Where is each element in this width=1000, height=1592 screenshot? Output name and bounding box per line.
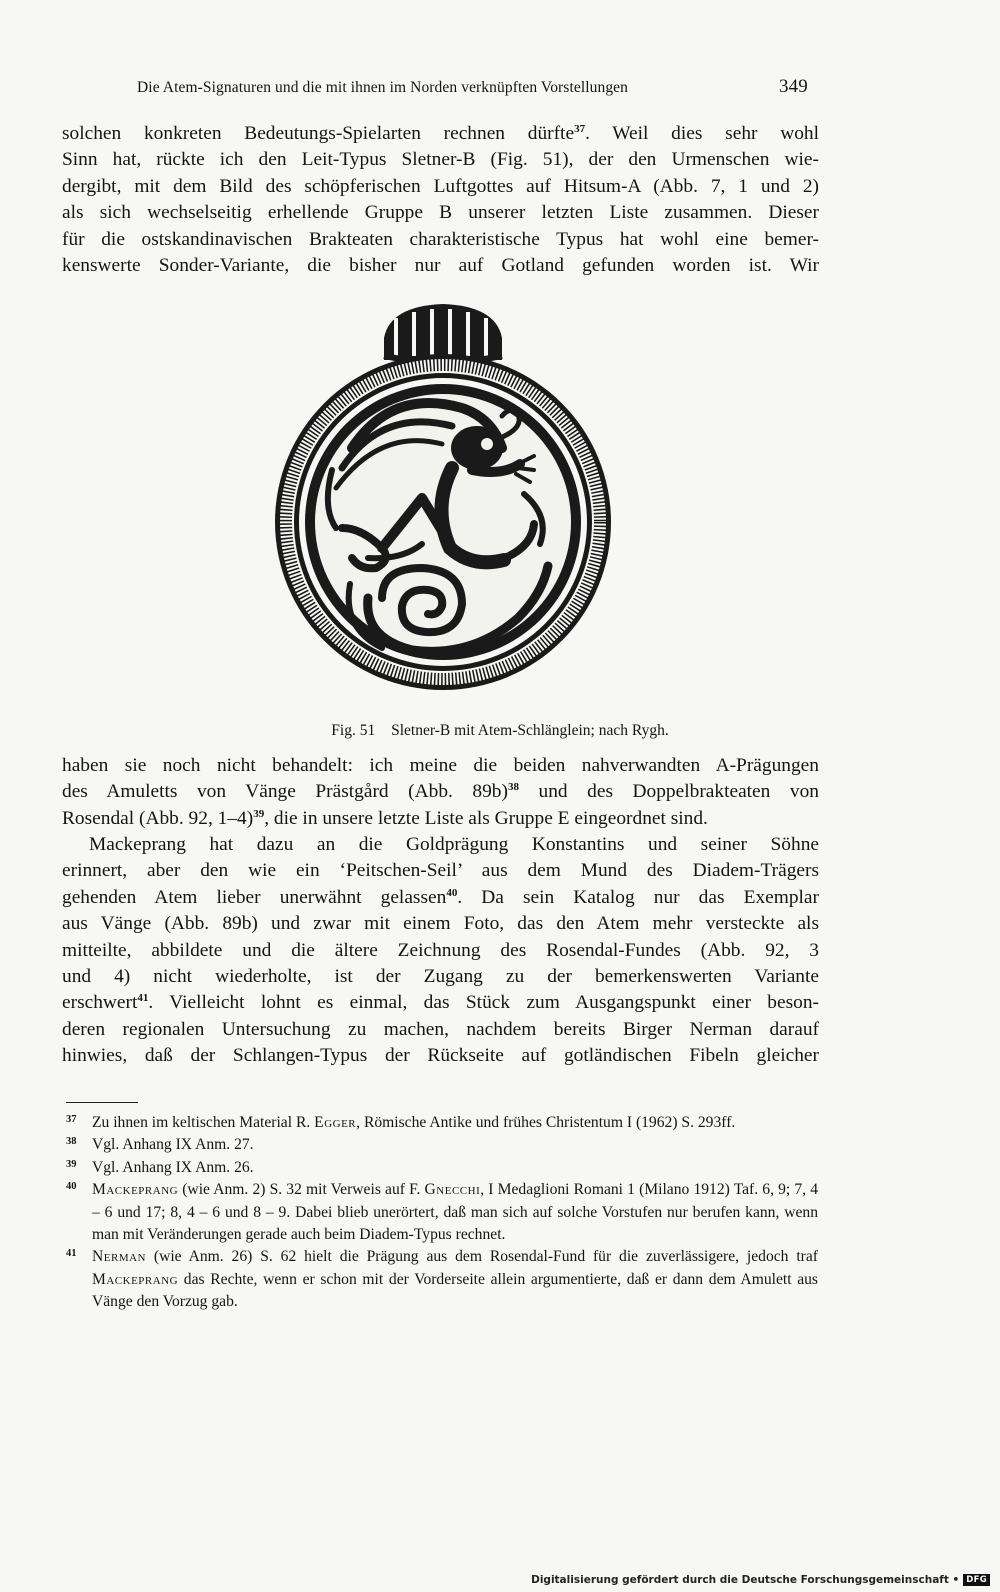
footnote-text: , I Medaglioni Romani 1 (Milano 1912) Taf. 6, 9; 7, 4 – 6 und 17; 8, 4 – 6 und 8 – 9. Dabei blieb unerörtert, daß man sich auf solche Vorstufen nur berufen kann, wenn man mit Veränderungen gerade auch beim Diadem-Typus rechnet. [92, 1181, 818, 1244]
author-name: Mackeprang [92, 1181, 179, 1199]
text-line [62, 938, 819, 964]
footnote-mark: 39 [66, 1158, 77, 1170]
footnote-text: (wie Anm. 26) S. 62 hielt die Prägung aus dem Rosendal-Fund für die zuverlässigere, jedoch traf [146, 1248, 818, 1266]
text-run: kenswerte Sonder-Variante, die bisher nur auf Gotland gefunden worden ist. Wir [62, 255, 819, 276]
footnote-mark: 38 [66, 1136, 77, 1148]
page-number: 349 [779, 76, 808, 97]
text-run: solchen konkreten Bedeutungs-Spielarten rechnen dürfte [62, 123, 575, 144]
footnote-text: (wie Anm. 2) S. 32 mit Verweis auf F. [178, 1181, 425, 1199]
footnote [66, 1157, 818, 1179]
text-line [62, 174, 819, 200]
text-run: gehenden Atem lieber unerwähnt gelassen [62, 886, 447, 908]
text-run: haben sie noch nicht behandelt: ich meine die beiden nahverwandten A-Prägungen [62, 755, 819, 776]
text-run: dergibt, mit dem Bild des schöpferischen Luftgottes auf Hitsum-A (Abb. 7, 1 und 2) [62, 175, 819, 197]
text-run: erschwert [62, 992, 138, 1014]
text-run: . Vielleicht lohnt es einmal, das Stück zum Ausgangspunkt einer beson- [148, 992, 819, 1014]
bracteate-illustration [272, 298, 614, 708]
footnotes [66, 1112, 818, 1314]
text-run: . Da sein Katalog nur das Exemplar [457, 886, 819, 908]
text-line [62, 806, 819, 832]
text-run: mitteilte, abbildete und die ältere Zeichnung des Rosendal-Fundes (Abb. 92, 3 [62, 939, 819, 961]
text-run: Mackeprang hat dazu an die Goldprägung Konstantins und seiner Söhne [89, 834, 819, 855]
text-line [62, 227, 819, 253]
footnote-separator [66, 1102, 138, 1103]
footnote-ref: 40 [446, 886, 458, 899]
text-line [62, 753, 819, 779]
text-run: deren regionalen Untersuchung zu machen, nachdem bereits Birger Nerman darauf [62, 1018, 819, 1040]
text-run: Sinn hat, rückte ich den Leit-Typus Sletner-B (Fig. 51), der den Urmenschen wie- [62, 149, 819, 171]
footnote-text: Vgl. Anhang IX Anm. 27. [92, 1136, 254, 1154]
footnote-text: Vgl. Anhang IX Anm. 26. [92, 1158, 254, 1176]
text-run: Rosendal (Abb. 92, 1–4) [62, 807, 254, 829]
author-name: Mackeprang [92, 1270, 179, 1288]
text-line [62, 911, 819, 937]
figure-caption-text: Sletner-B mit Atem-Schlänglein; nach Rygh. [391, 722, 669, 739]
author-name: Egger [314, 1114, 357, 1131]
footnote-mark: 41 [66, 1248, 77, 1260]
footnote-text: , Römische Antike und frühes Christentum I (1962) S. 293ff. [356, 1114, 736, 1131]
footnote [66, 1112, 818, 1134]
text-run: des Amuletts von Vänge Prästgård (Abb. 89b) [62, 781, 508, 803]
text-line [62, 1017, 819, 1043]
footnote-text: Zu ihnen im keltischen Material R. [92, 1114, 315, 1131]
bracteate-loop [384, 304, 502, 362]
text-line [62, 832, 819, 858]
text-line [62, 147, 819, 173]
running-title: Die Atem-Signaturen und die mit ihnen im Norden verknüpften Vorstellungen [137, 79, 629, 96]
footnote-ref: 37 [574, 123, 586, 135]
footnote [66, 1246, 818, 1313]
text-line [62, 779, 819, 805]
credit-text: Digitalisierung gefördert durch die Deutsche Forschungsgemeinschaft • [531, 1574, 960, 1586]
text-run: . Weil dies sehr wohl [585, 123, 820, 144]
figure-caption [0, 722, 1000, 740]
digitization-credit [531, 1574, 990, 1586]
author-name: Nerman [92, 1248, 146, 1266]
text-run: und 4) nicht wiederholte, ist der Zugang zu der bemerkenswerten Variante [62, 966, 819, 987]
figure-bracteate [272, 298, 614, 708]
text-run: aus Vänge (Abb. 89b) und zwar mit einem Foto, das den Atem mehr versteckte als [62, 913, 819, 935]
footnote [66, 1179, 818, 1246]
footnote-ref: 41 [137, 992, 149, 1005]
text-line [62, 1043, 819, 1069]
footnote-text: das Rechte, wenn er schon mit der Vorderseite allein argumentierte, daß er dann dem Amulett aus Vänge den Vorzug gab. [92, 1270, 818, 1311]
text-line [62, 121, 819, 147]
figure-label: Fig. 51 [331, 722, 376, 739]
footnote-ref: 38 [507, 781, 519, 794]
text-line [62, 858, 819, 884]
footnote-ref: 39 [253, 807, 265, 820]
text-run: erinnert, aber den wie ein ‘Peitschen-Seil’ aus dem Mund des Diadem-Trägers [62, 860, 819, 882]
text-line [62, 990, 819, 1016]
dfg-logo: DFG [963, 1574, 990, 1586]
text-run: und des Doppelbrakteaten von [518, 781, 819, 803]
text-line [62, 253, 819, 279]
text-run: , die in unsere letzte Liste als Gruppe E eingeordnet sind. [264, 807, 708, 829]
footnote [66, 1134, 818, 1156]
text-line [62, 964, 819, 990]
text-run: als sich wechselseitig erhellende Gruppe B unserer letzten Liste zusammen. Dieser [62, 202, 819, 224]
text-line [62, 885, 819, 911]
footnote-mark: 40 [66, 1181, 77, 1193]
text-line [62, 200, 819, 226]
text-run: hinwies, daß der Schlangen-Typus der Rückseite auf gotländischen Fibeln gleicher [62, 1045, 819, 1067]
text-run: für die ostskandinavischen Brakteaten charakteristische Typus hat wohl eine bemer- [62, 228, 819, 250]
footnote-mark: 37 [66, 1114, 77, 1125]
author-name: Gnecchi [424, 1181, 481, 1199]
